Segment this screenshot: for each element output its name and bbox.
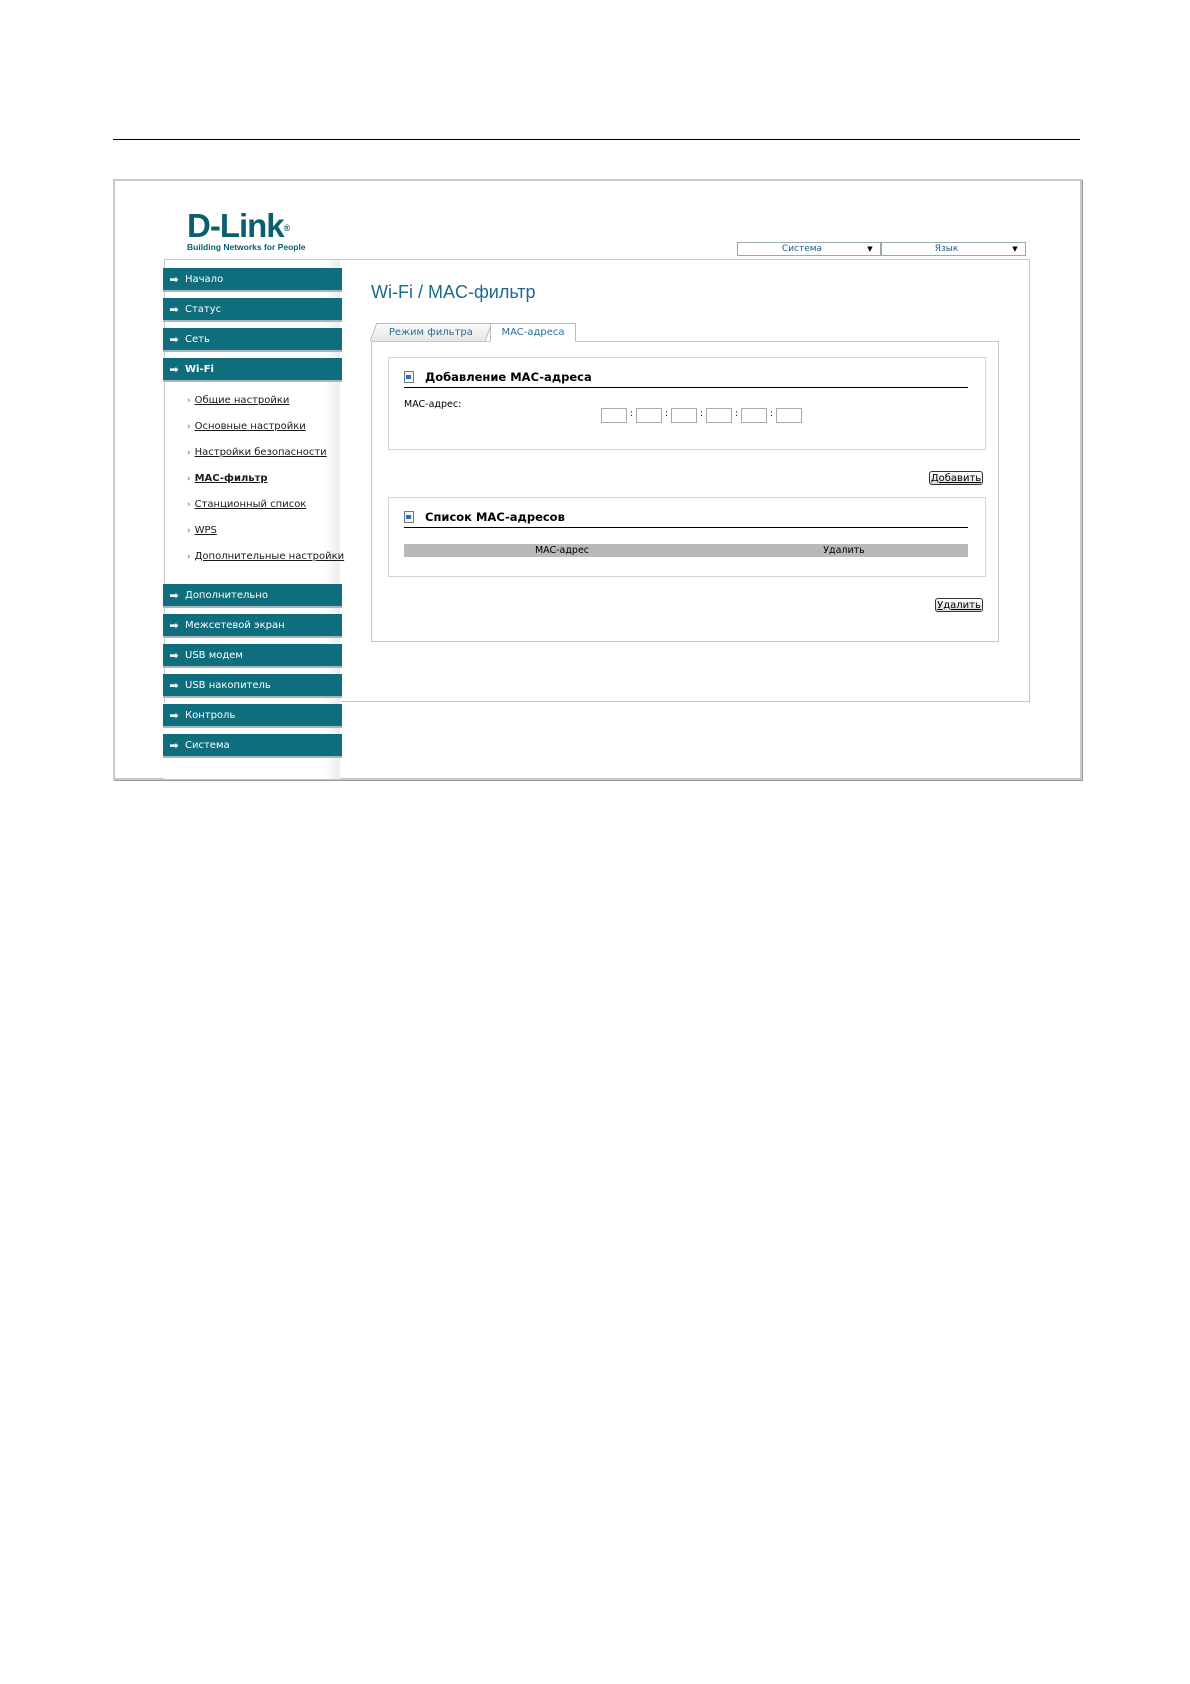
tab-filter-mode[interactable]: [370, 323, 493, 341]
arrow-right-icon: ➡: [169, 678, 179, 692]
dlink-logo: [187, 207, 306, 252]
chevron-right-icon: ›: [187, 448, 191, 458]
sidebar-item-firewall[interactable]: ➡ Межсетевой экран: [163, 614, 342, 638]
mac-separator: :: [630, 409, 634, 419]
arrow-right-icon: ➡: [169, 708, 179, 722]
mac-separator: :: [665, 409, 669, 419]
arrow-right-icon: ➡: [169, 648, 179, 662]
dropdown-arrow-icon: ▼: [1012, 245, 1018, 253]
router-web-interface: [113, 179, 1082, 780]
mac-octet-2-input[interactable]: [636, 408, 662, 423]
language-menu-label: Язык: [934, 244, 959, 254]
tab-filter-mode-label: Режим фильтра: [388, 327, 473, 338]
registered-mark: ®: [283, 223, 290, 233]
arrow-right-icon: ➡: [169, 302, 179, 316]
chevron-right-icon: ›: [187, 396, 191, 406]
sidebar-subitem-advanced-settings[interactable]: › Дополнительные настройки: [187, 551, 345, 562]
logo-wordmark: D-Link: [187, 207, 284, 244]
sidebar-item-network[interactable]: ➡ Сеть: [163, 328, 342, 352]
sidebar-subitem-station-list[interactable]: › Станционный список: [187, 499, 307, 510]
arrow-right-icon: ➡: [169, 588, 179, 602]
mac-octet-6-input[interactable]: [776, 408, 802, 423]
mac-table-header: [404, 544, 968, 557]
mac-list-section: [388, 497, 986, 577]
page-title: Wi-Fi / MAC-фильтр: [371, 282, 536, 302]
mac-list-section-title-text: Список MAC-адресов: [425, 510, 565, 524]
add-mac-section-rule: [404, 387, 968, 388]
mac-separator: :: [735, 409, 739, 419]
chevron-right-icon: ›: [187, 422, 191, 432]
system-menu-dropdown[interactable]: [737, 242, 881, 256]
arrow-right-icon: ➡: [169, 332, 179, 346]
sidebar-item-control[interactable]: ➡ Контроль: [163, 704, 342, 728]
add-mac-section-title: [404, 370, 592, 384]
mac-octet-4-input[interactable]: [706, 408, 732, 423]
document-header-rule: [113, 139, 1080, 140]
system-menu-label: Система: [781, 244, 823, 254]
column-header-mac: MAC-адрес: [534, 545, 590, 556]
sidebar-subitem-basic-settings[interactable]: › Основные настройки: [187, 421, 306, 432]
document-icon: [404, 511, 414, 523]
tab-mac-addresses-label: MAC-адреса: [501, 327, 565, 338]
sidebar-item-advanced[interactable]: ➡ Дополнительно: [163, 584, 342, 608]
sidebar-item-wifi[interactable]: ➡ Wi-Fi: [163, 358, 342, 382]
content-frame-bottom: [341, 701, 1029, 702]
arrow-right-icon: ➡: [169, 362, 179, 376]
chevron-right-icon: ›: [187, 500, 191, 510]
mac-address-label: MAC-адрес:: [404, 399, 462, 410]
delete-button[interactable]: Удалить: [935, 598, 983, 612]
dropdown-arrow-icon: ▼: [867, 245, 873, 253]
chevron-right-icon: ›: [187, 526, 191, 536]
chevron-right-icon: ›: [187, 474, 191, 484]
sidebar-subitem-mac-filter[interactable]: › MAC-фильтр: [187, 473, 268, 484]
sidebar-subitem-general-settings[interactable]: › Общие настройки: [187, 395, 290, 406]
sidebar-item-system[interactable]: ➡ Система: [163, 734, 342, 758]
mac-separator: :: [770, 409, 774, 419]
document-icon: [404, 371, 414, 383]
sidebar-item-status[interactable]: ➡ Статус: [163, 298, 342, 322]
mac-list-section-rule: [404, 527, 968, 528]
sidebar-item-usb-modem[interactable]: ➡ USB модем: [163, 644, 342, 668]
sidebar-item-home[interactable]: ➡ Начало: [163, 268, 342, 292]
mac-list-section-title: [404, 510, 565, 524]
mac-octet-1-input[interactable]: [601, 408, 627, 423]
mac-separator: :: [700, 409, 704, 419]
chevron-right-icon: ›: [187, 552, 191, 562]
arrow-right-icon: ➡: [169, 618, 179, 632]
mac-octet-5-input[interactable]: [741, 408, 767, 423]
language-dropdown[interactable]: [881, 242, 1026, 256]
sidebar-item-usb-storage[interactable]: ➡ USB накопитель: [163, 674, 342, 698]
sidebar-subitem-wps[interactable]: › WPS: [187, 525, 217, 536]
arrow-right-icon: ➡: [169, 738, 179, 752]
add-mac-section-title-text: Добавление MAC-адреса: [425, 370, 592, 384]
sidebar-subitem-security-settings[interactable]: › Настройки безопасности: [187, 447, 327, 458]
logo-tagline: Building Networks for People: [187, 242, 306, 252]
tab-mac-addresses[interactable]: [490, 323, 576, 342]
arrow-right-icon: ➡: [169, 272, 179, 286]
mac-octet-3-input[interactable]: [671, 408, 697, 423]
column-header-delete: Удалить: [823, 545, 865, 556]
add-button[interactable]: Добавить: [930, 472, 982, 484]
